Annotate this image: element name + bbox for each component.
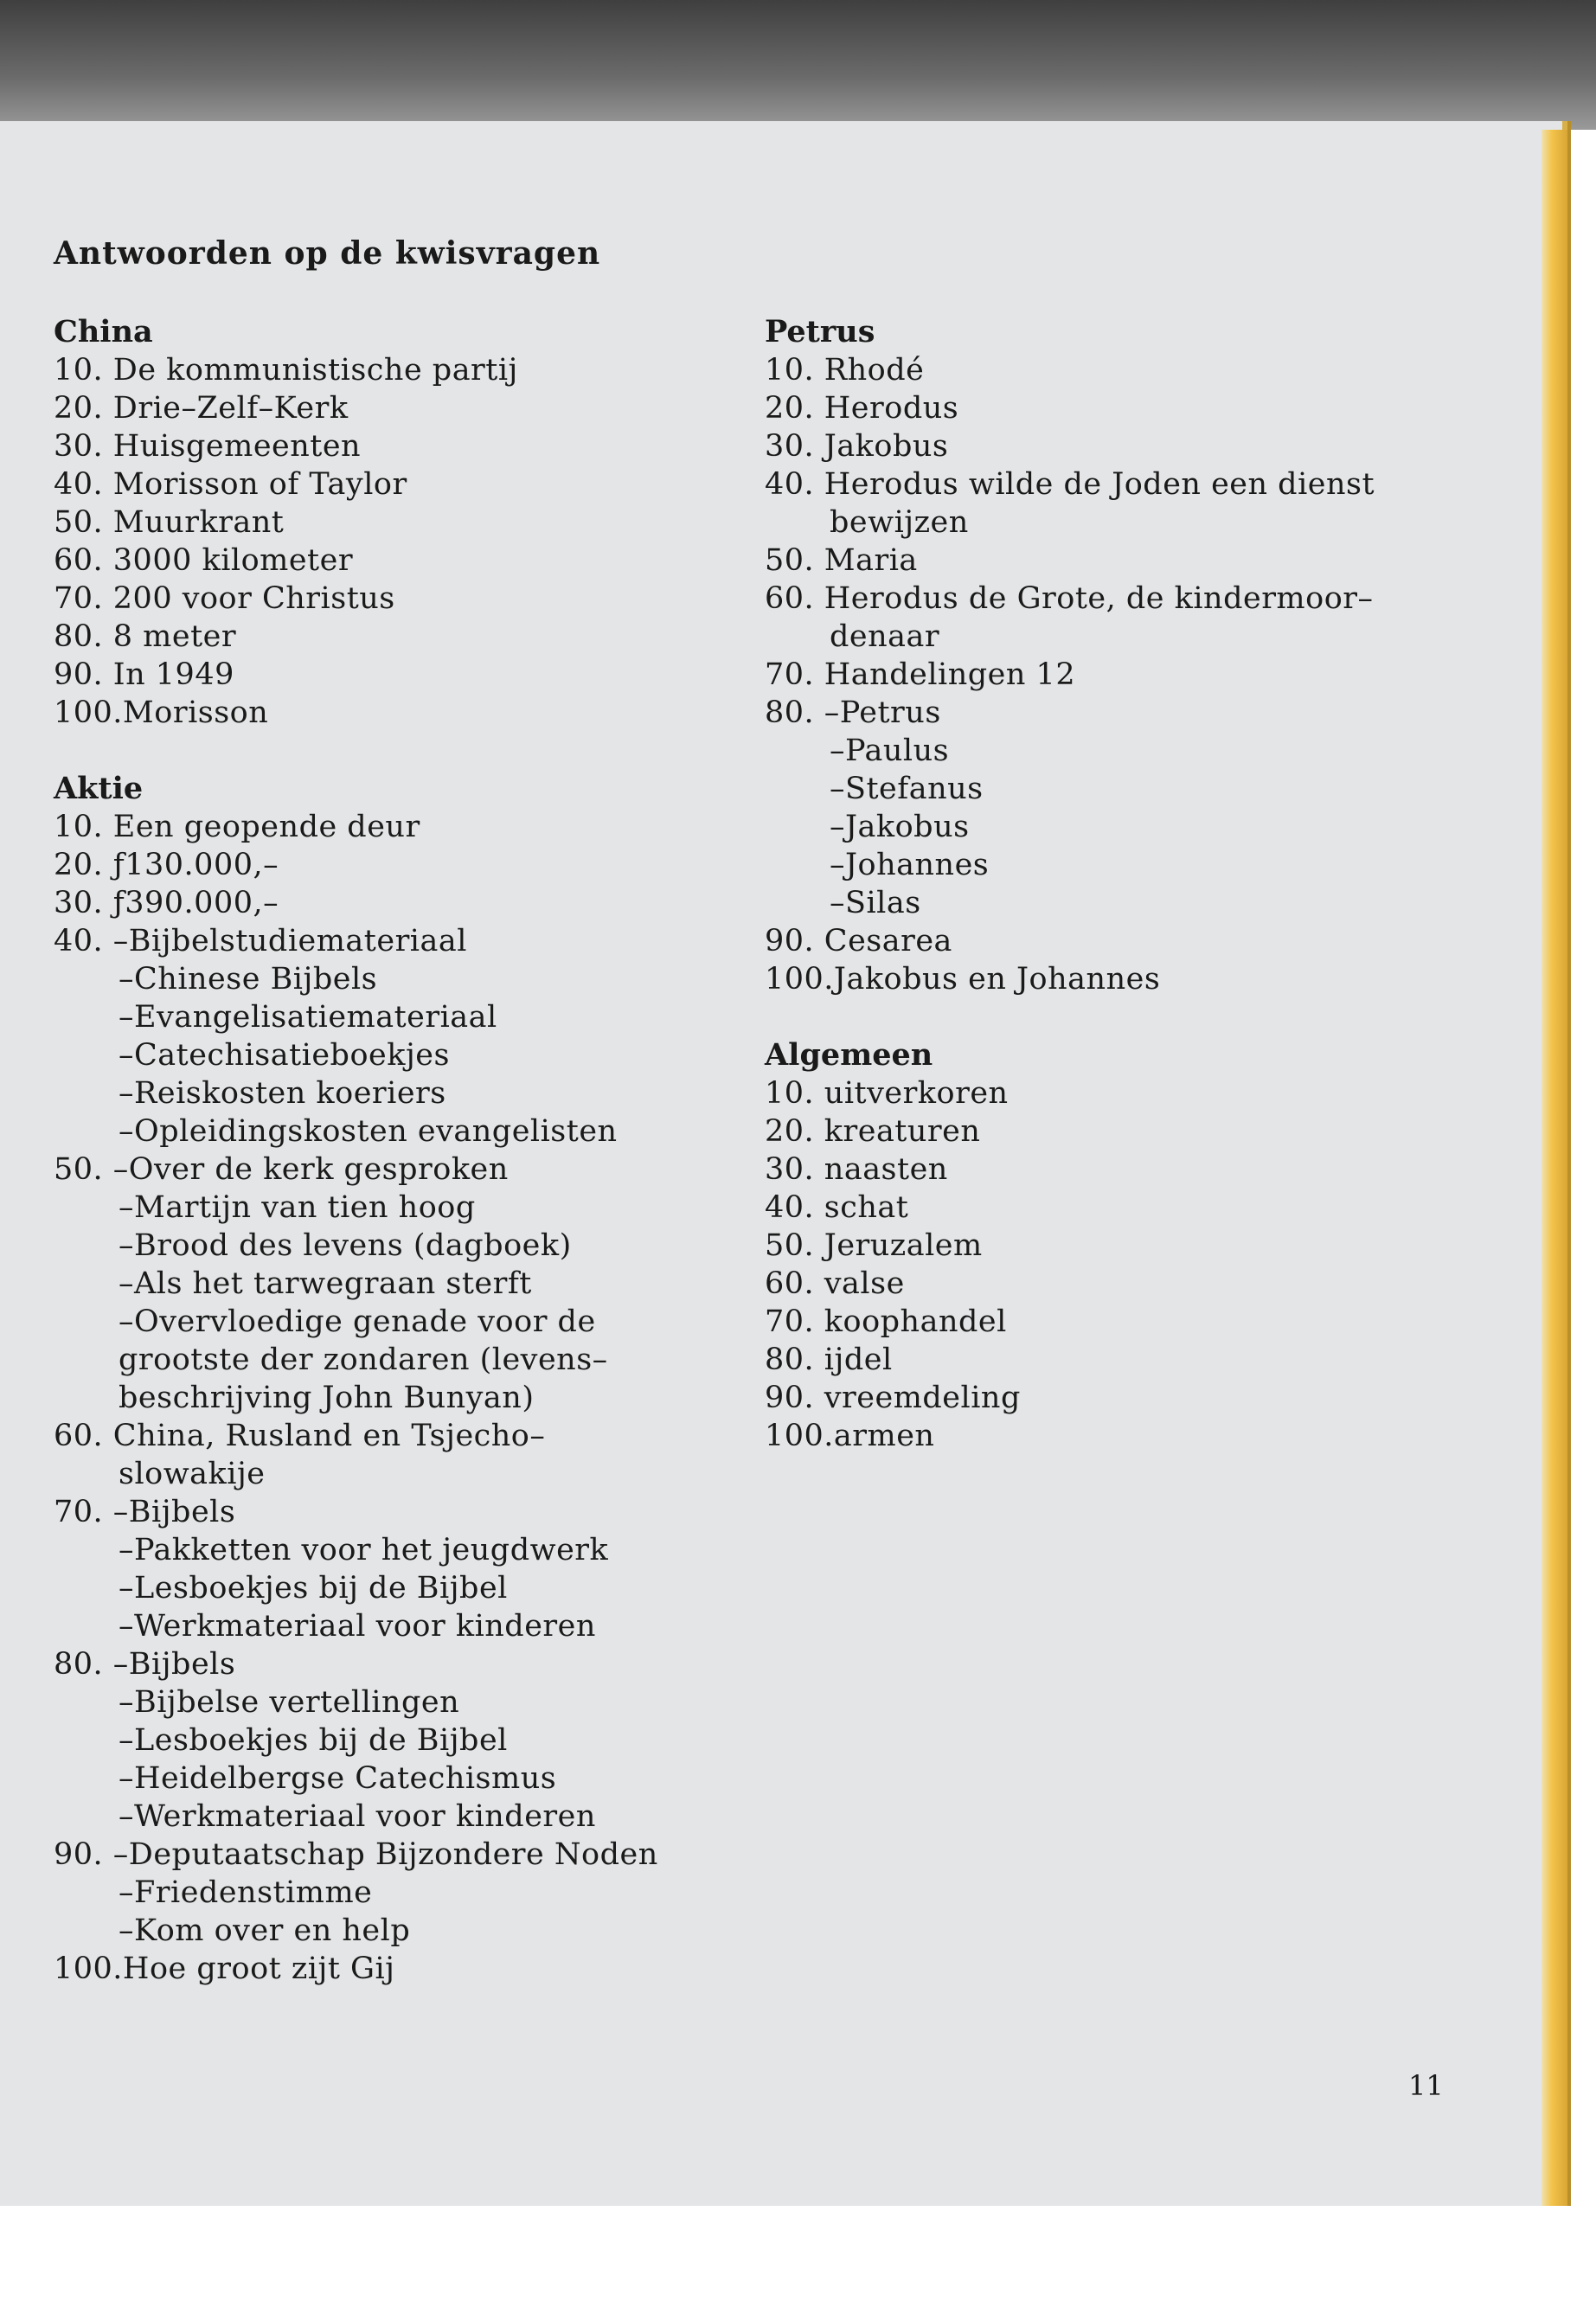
answer-subline: –Friedenstimme xyxy=(119,1875,373,1910)
page-number: 11 xyxy=(1408,2069,1444,2102)
answer-subline: –Chinese Bijbels xyxy=(119,962,378,997)
answer-line: 90. –Deputaatschap Bijzondere Noden xyxy=(54,1837,658,1872)
answer-subline: –Overvloedige genade voor de xyxy=(119,1304,596,1339)
answer-line: 50. –Over de kerk gesproken xyxy=(54,1152,509,1187)
answer-line: 70. koophandel xyxy=(765,1304,1007,1339)
answer-subline: –Lesboekjes bij de Bijbel xyxy=(119,1571,508,1606)
answer-subline: –Silas xyxy=(830,886,921,920)
answer-line: 60. valse xyxy=(765,1266,905,1301)
answer-line: 90. Cesarea xyxy=(765,924,952,958)
answer-line: 50. Jeruzalem xyxy=(765,1228,983,1263)
answer-line: 10. Een geopende deur xyxy=(54,810,420,844)
answer-subline: –Opleidingskosten evangelisten xyxy=(119,1114,618,1149)
answer-subline: –Catechisatieboekjes xyxy=(119,1038,450,1073)
spacer xyxy=(54,732,746,770)
answer-line: 50. Maria xyxy=(765,543,918,578)
answer-line: 70. Handelingen 12 xyxy=(765,657,1076,692)
answer-subline: –Werkmateriaal voor kinderen xyxy=(119,1609,596,1644)
answer-line: 40. –Bijbelstudiemateriaal xyxy=(54,924,467,958)
answer-line: 30. naasten xyxy=(765,1152,948,1187)
answer-line: 100.Hoe groot zijt Gij xyxy=(54,1952,395,1986)
answer-subline: –Jakobus xyxy=(830,810,970,844)
answer-line: 40. schat xyxy=(765,1190,909,1225)
answer-subline: denaar xyxy=(830,619,940,654)
answer-line: 90. In 1949 xyxy=(54,657,234,692)
answer-line: 20. Herodus xyxy=(765,391,959,426)
answer-line: 30. Huisgemeenten xyxy=(54,429,362,464)
answer-line: 30. ƒ390.000,– xyxy=(54,886,279,920)
answer-subline: –Werkmateriaal voor kinderen xyxy=(119,1799,596,1834)
answer-subline: –Martijn van tien hoog xyxy=(119,1190,476,1225)
section-heading-petrus: Petrus xyxy=(765,314,875,349)
answer-line: 20. ƒ130.000,– xyxy=(54,848,279,882)
answer-line: 30. Jakobus xyxy=(765,429,949,464)
answer-line: 100.Morisson xyxy=(54,695,269,730)
answer-subline: –Johannes xyxy=(830,848,990,882)
answer-line: 40. Morisson of Taylor xyxy=(54,467,407,502)
page-title: Antwoorden op de kwisvragen xyxy=(54,235,601,272)
answer-line: 20. kreaturen xyxy=(765,1114,981,1149)
answer-line: 100.armen xyxy=(765,1419,935,1453)
answer-subline: –Lesboekjes bij de Bijbel xyxy=(119,1723,508,1758)
section-heading-algemeen: Algemeen xyxy=(765,1037,933,1073)
answer-line: 40. Herodus wilde de Joden een dienst xyxy=(765,467,1375,502)
answer-line: 90. vreemdeling xyxy=(765,1381,1021,1415)
answer-line: 50. Muurkrant xyxy=(54,505,285,540)
answer-subline: grootste der zondaren (levens– xyxy=(119,1343,608,1377)
answer-subline: –Evangelisatiemateriaal xyxy=(119,1000,497,1035)
answer-subline: beschrijving John Bunyan) xyxy=(119,1381,535,1415)
answer-line: 100.Jakobus en Johannes xyxy=(765,962,1161,997)
answer-subline: slowakije xyxy=(119,1457,266,1491)
answer-line: 10. uitverkoren xyxy=(765,1076,1009,1111)
page-edge-yellow xyxy=(1542,130,1567,2206)
answer-line: 60. 3000 kilometer xyxy=(54,543,354,578)
answer-subline: –Reiskosten koeriers xyxy=(119,1076,446,1111)
section-heading-china: China xyxy=(54,314,153,349)
answer-line: 70. –Bijbels xyxy=(54,1495,236,1529)
answer-line: 80. ijdel xyxy=(765,1343,893,1377)
answer-line: 60. China, Rusland en Tsjecho– xyxy=(54,1419,546,1453)
answer-line: 70. 200 voor Christus xyxy=(54,581,395,616)
answer-subline: –Heidelbergse Catechismus xyxy=(119,1761,557,1796)
answer-subline: –Als het tarwegraan sterft xyxy=(119,1266,532,1301)
answer-subline: –Bijbelse vertellingen xyxy=(119,1685,460,1720)
section-heading-aktie: Aktie xyxy=(54,771,144,806)
answer-line: 20. Drie–Zelf–Kerk xyxy=(54,391,349,426)
answer-subline: –Kom over en help xyxy=(119,1913,411,1948)
answer-subline: –Stefanus xyxy=(830,772,984,806)
answer-line: 60. Herodus de Grote, de kindermoor– xyxy=(765,581,1374,616)
left-column xyxy=(54,313,746,1988)
answer-line: 80. 8 meter xyxy=(54,619,237,654)
answer-line: 10. De kommunistische partij xyxy=(54,353,518,388)
answer-line: 10. Rhodé xyxy=(765,353,925,388)
scan-background-top xyxy=(0,0,1596,130)
answer-line: 80. –Bijbels xyxy=(54,1647,236,1682)
answer-subline: –Brood des levens (dagboek) xyxy=(119,1228,572,1263)
spacer xyxy=(765,998,1457,1036)
right-column xyxy=(765,313,1457,1455)
answer-subline: –Pakketten voor het jeugdwerk xyxy=(119,1533,609,1567)
answer-line: 80. –Petrus xyxy=(765,695,941,730)
answer-subline: bewijzen xyxy=(830,505,969,540)
answer-subline: –Paulus xyxy=(830,734,950,768)
scan-background-bottom xyxy=(0,2206,1596,2301)
